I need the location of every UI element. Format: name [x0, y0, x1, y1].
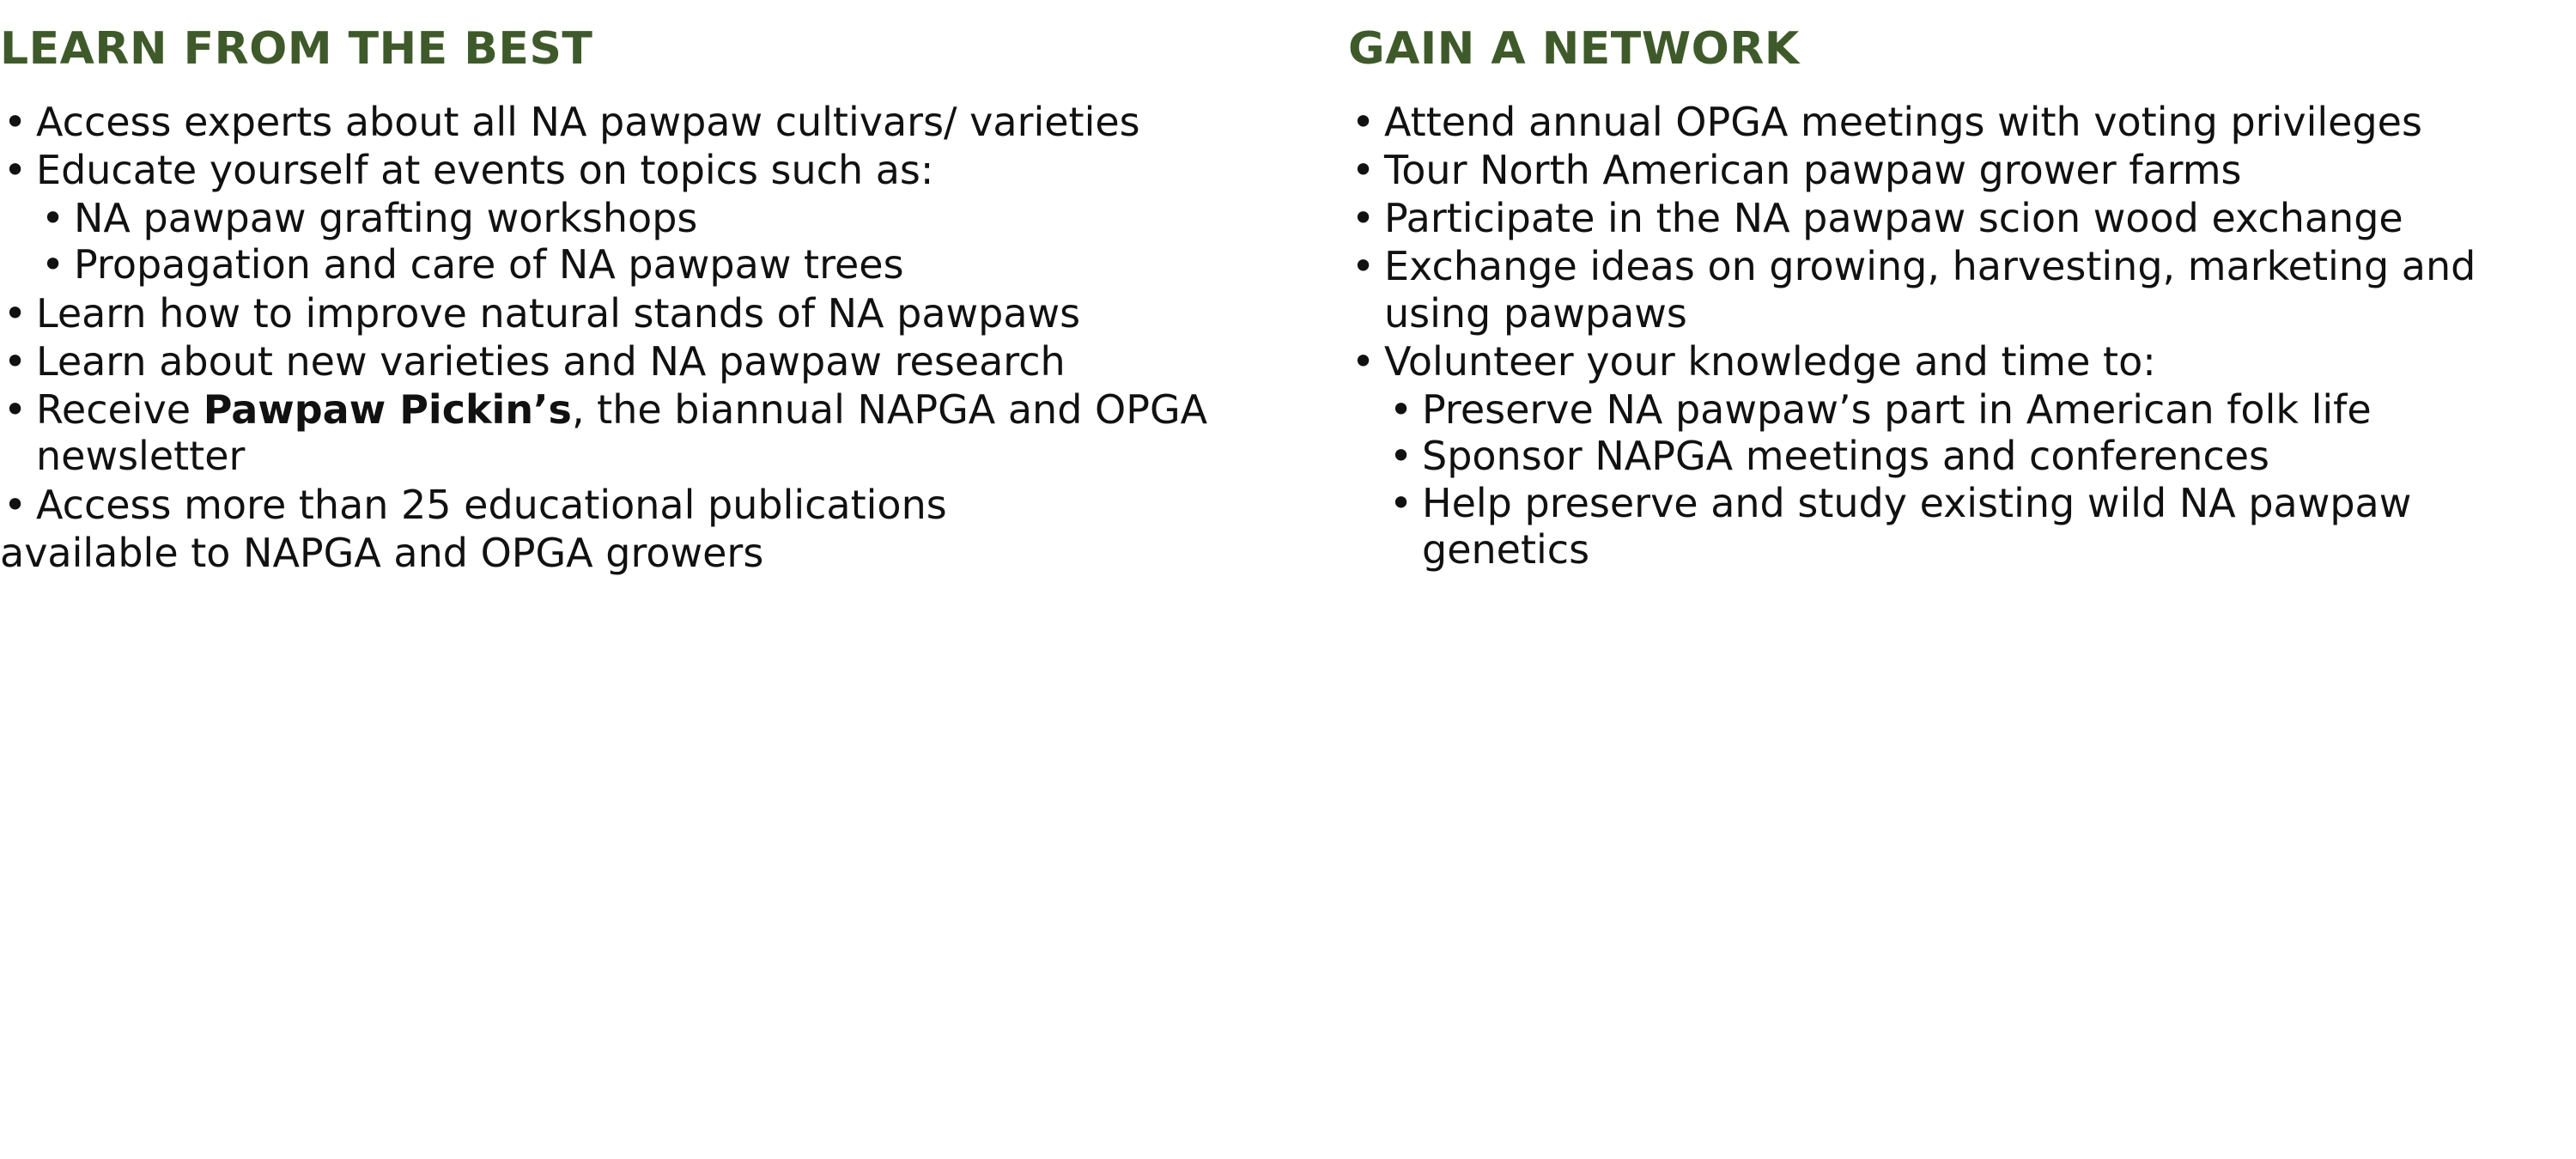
list-item [1348, 99, 2576, 145]
column-gain-a-network [1348, 23, 2576, 574]
list-item-text: Learn about new varieties and NA pawpaw research [36, 337, 1066, 385]
list-item [0, 482, 1348, 528]
sub-list-item-text: Help preserve and study existing wild NA pawpaw genetics [1422, 479, 2412, 573]
list-item [1348, 243, 2576, 337]
sub-list-item [0, 195, 1348, 241]
list-item-text: Volunteer your knowledge and time to: [1384, 337, 2156, 385]
list-item-text-after: , the biannual NAPGA and OPGA newsletter [36, 386, 1208, 480]
newsletter-title: Pawpaw Pickin’s [203, 386, 572, 434]
column-learn-from-the-best [0, 23, 1348, 578]
list-item-text: Educate yourself at events on topics such as: [36, 146, 934, 193]
sub-list-item-text: Sponsor NAPGA meetings and conferences [1422, 433, 2270, 480]
sub-list-item [1348, 433, 2576, 479]
benefits-list-left [0, 99, 1348, 577]
sub-list-item-text: Preserve NA pawpaw’s part in American folk life [1422, 386, 2372, 434]
column-heading-left: LEARN FROM THE BEST [0, 23, 593, 75]
list-item-text: Participate in the NA pawpaw scion wood exchange [1384, 195, 2403, 242]
sub-list-container [0, 195, 1348, 288]
sub-list [0, 195, 1348, 288]
list-item-text: Learn how to improve natural stands of NA pawpaws [36, 289, 1081, 337]
sub-list-item [0, 241, 1348, 288]
list-item-continuation [0, 530, 1348, 576]
list-item [0, 99, 1348, 145]
benefits-list-right [1348, 99, 2576, 573]
list-item-text: Exchange ideas on growing, harvesting, marketing and using pawpaws [1384, 243, 2476, 337]
list-item [0, 147, 1348, 193]
list-item-text: available to NAPGA and OPGA growers [0, 529, 764, 576]
list-item [1348, 195, 2576, 241]
list-item-text-before: Receive [36, 386, 204, 434]
sub-list-item [1348, 480, 2576, 573]
list-item-text: Access more than 25 educational publications [36, 481, 947, 528]
list-item [1348, 147, 2576, 193]
list-item-text: Tour North American pawpaw grower farms [1384, 146, 2242, 193]
list-item [0, 338, 1348, 385]
list-item [1348, 338, 2576, 385]
sub-list-container [1348, 386, 2576, 573]
sub-list [1348, 386, 2576, 573]
sub-list-item-text: NA pawpaw grafting workshops [74, 195, 698, 242]
two-column-layout [0, 23, 2576, 578]
list-item-text: Attend annual OPGA meetings with voting privileges [1384, 98, 2422, 145]
sub-list-item [1348, 386, 2576, 433]
sub-list-item-text: Propagation and care of NA pawpaw trees [74, 241, 904, 288]
column-heading-right: GAIN A NETWORK [1348, 23, 1800, 75]
list-item-text: Access experts about all NA pawpaw cultivars/ varieties [36, 98, 1140, 145]
list-item-newsletter [0, 386, 1348, 480]
list-item [0, 290, 1348, 337]
